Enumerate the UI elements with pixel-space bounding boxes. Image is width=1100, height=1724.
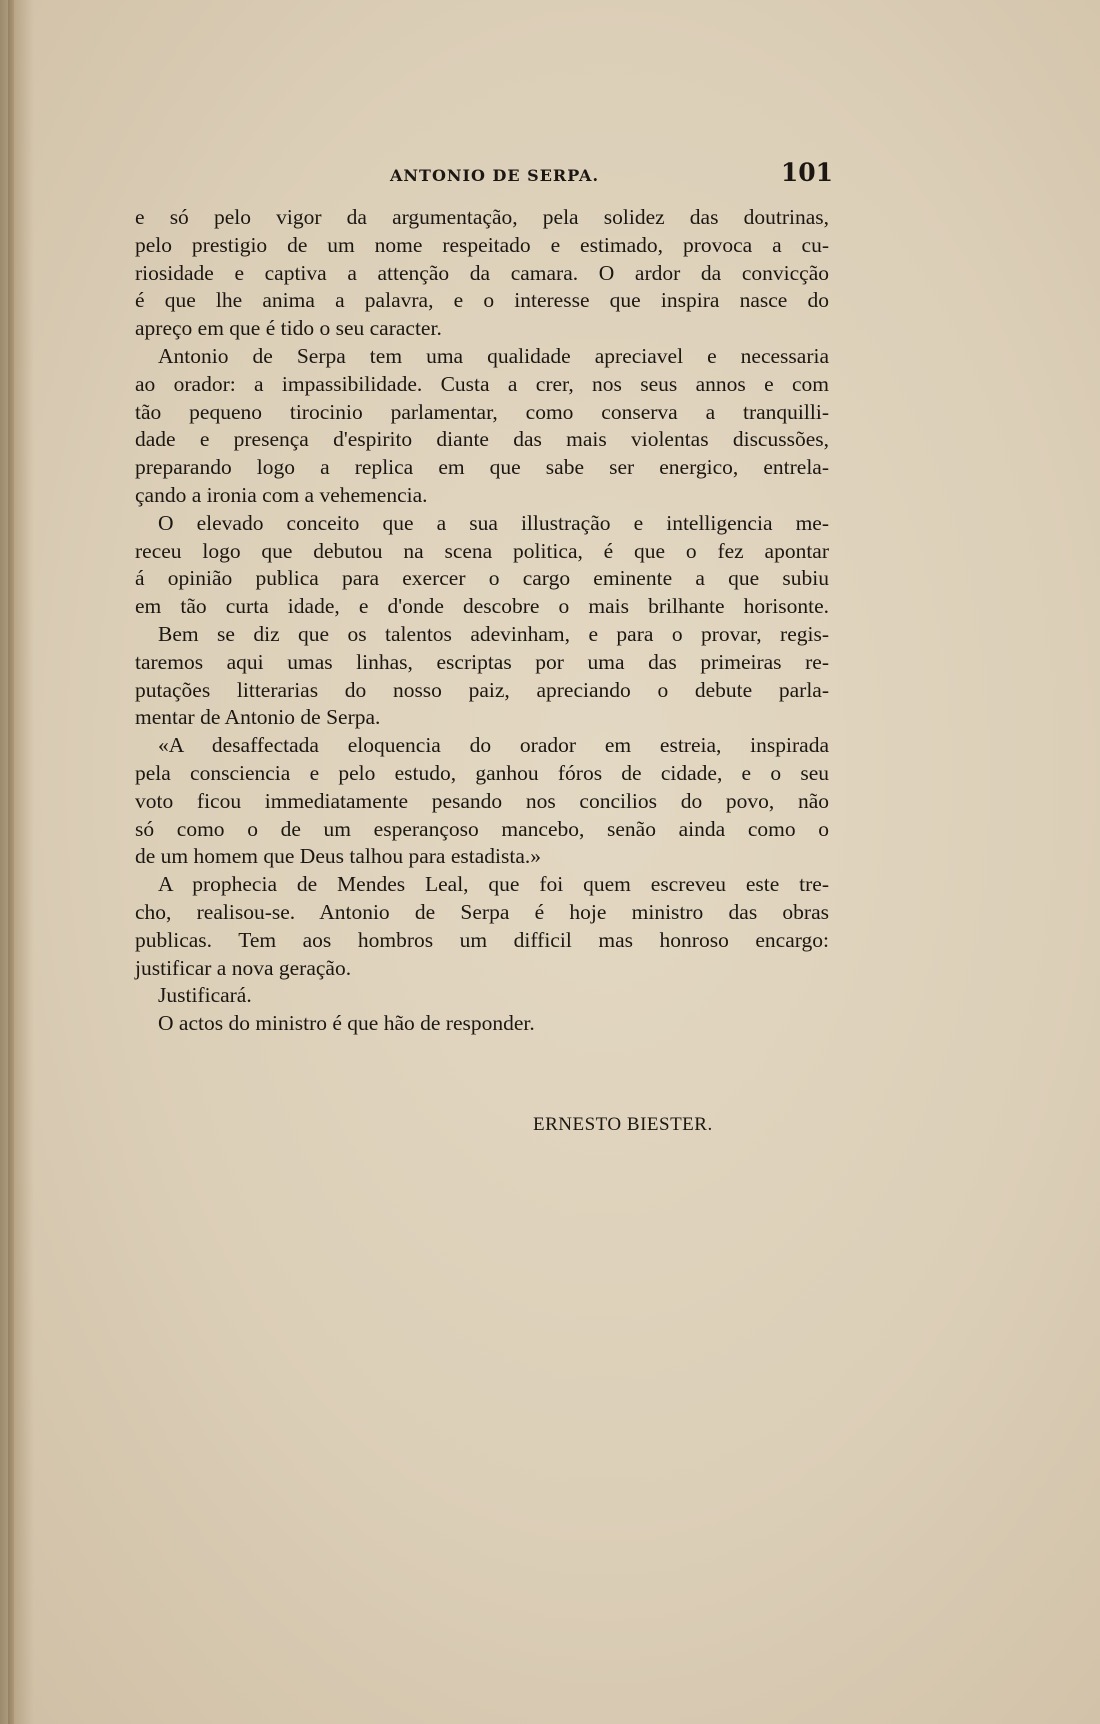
text-line: mentar de Antonio de Serpa. [135,705,381,730]
text-line: á opinião publica para exercer o cargo eminente a que subiu [135,566,829,591]
text-line: cho, realisou-se. Antonio de Serpa é hoje ministro das obras [135,899,829,924]
text-line: taremos aqui umas linhas, escriptas por uma das primeiras re- [135,649,829,674]
text-line: é que lhe anima a palavra, e o interesse que inspira nasce do [135,288,829,313]
text-line: receu logo que debutou na scena politica, é que o fez apontar [135,538,829,563]
text-line: A prophecia de Mendes Leal, que foi quem escreveu este tre- [158,872,829,897]
text-line: justificar a nova geração. [135,955,352,980]
text-line: Justificará. [158,983,252,1008]
text-line: pela consciencia e pelo estudo, ganhou fóros de cidade, e o seu [135,760,829,785]
body-text [135,204,829,1038]
text-line: Bem se diz que os talentos adevinham, e para o provar, regis- [158,621,829,646]
text-line: riosidade e captiva a attenção da camara. O ardor da convicção [135,260,829,285]
text-line: dade e presença d'espirito diante das mais violentas discussões, [135,427,829,452]
spine-shadow [0,0,34,1724]
page-number: 101 [780,158,833,187]
text-line: ao orador: a impassibilidade. Custa a crer, nos seus annos e com [135,371,829,396]
author-signature: ERNESTO BIESTER. [533,1114,713,1135]
text-line: Antonio de Serpa tem uma qualidade apreciavel e necessaria [158,343,829,368]
text-line: çando a ironia com a vehemencia. [135,482,428,507]
text-line: de um homem que Deus talhou para estadista.» [135,844,542,869]
text-line: «A desaffectada eloquencia do orador em estreia, inspirada [158,733,829,758]
text-line: em tão curta idade, e d'onde descobre o mais brilhante horisonte. [135,594,829,619]
text-line: apreço em que é tido o seu caracter. [135,316,442,341]
text-line: pelo prestigio de um nome respeitado e estimado, provoca a cu- [135,232,829,257]
text-line: só como o de um esperançoso mancebo, senão ainda como o [135,816,829,841]
text-line: putações litterarias do nosso paiz, apreciando o debute parla- [135,677,829,702]
text-line: preparando logo a replica em que sabe ser energico, entrela- [135,455,829,480]
spine-edge [8,0,14,1724]
text-line: O elevado conceito que a sua illustração e intelligencia me- [158,510,829,535]
text-line: publicas. Tem aos hombros um difficil mas honroso encargo: [135,927,829,952]
text-line: tão pequeno tirocinio parlamentar, como conserva a tranquilli- [135,399,829,424]
text-line: voto ficou immediatamente pesando nos concilios do povo, não [135,788,829,813]
text-line: O actos do ministro é que hão de responder. [158,1011,535,1036]
page-header [135,158,833,192]
text-line: e só pelo vigor da argumentação, pela solidez das doutrinas, [135,205,829,229]
running-title: ANTONIO DE SERPA. [390,166,600,185]
